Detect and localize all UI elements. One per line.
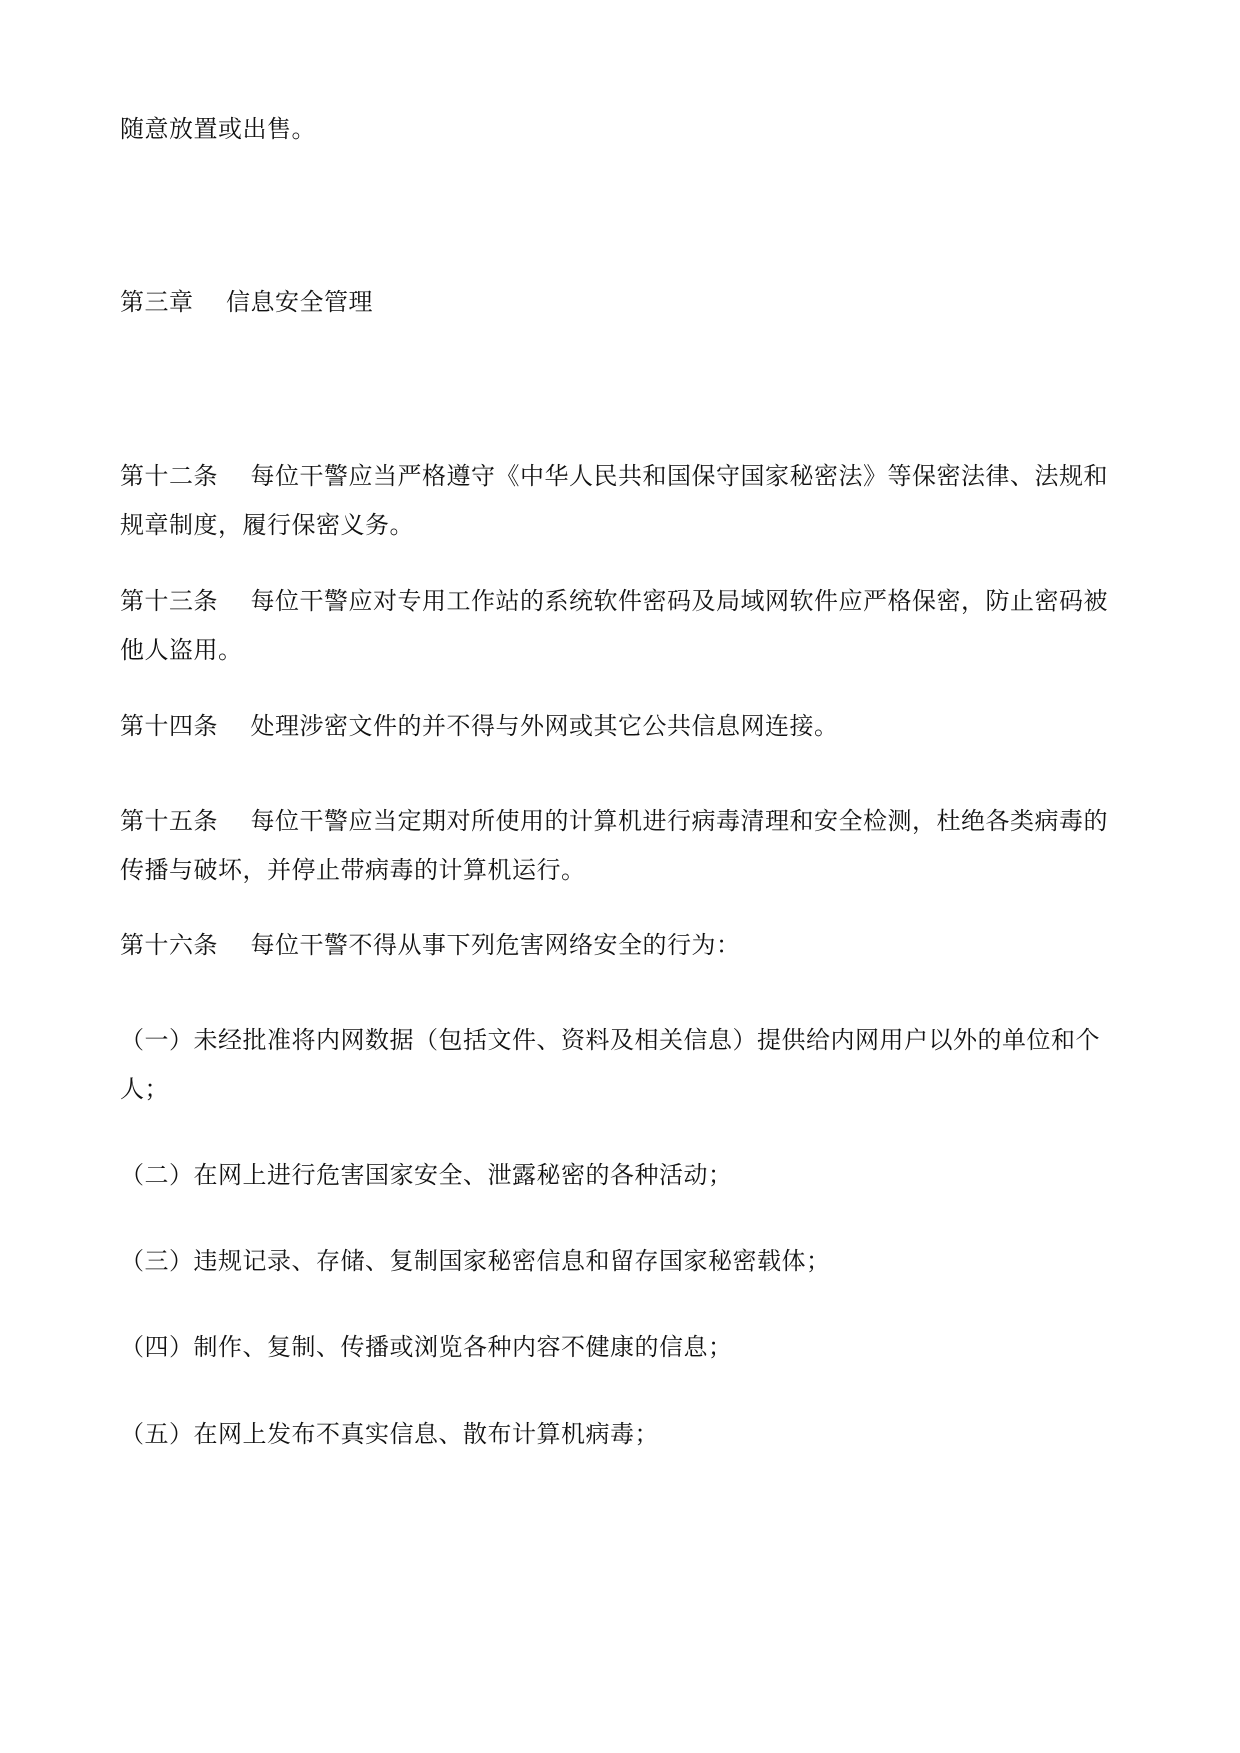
paragraph-line: 第十三条 每位干警应对专用工作站的系统软件密码及局域网软件应严格保密，防止密码被 — [120, 587, 1109, 615]
list-item-line: （二）在网上进行危害国家安全、泄露秘密的各种活动； — [120, 1161, 733, 1189]
paragraph-line: 随意放置或出售。 — [120, 115, 316, 143]
paragraph-line: 第十四条 处理涉密文件的并不得与外网或其它公共信息网连接。 — [120, 712, 839, 740]
paragraph-line: 第十五条 每位干警应当定期对所使用的计算机进行病毒清理和安全检测，杜绝各类病毒的 — [120, 807, 1109, 835]
list-item-line: 人； — [120, 1075, 169, 1103]
list-item-line: （五）在网上发布不真实信息、散布计算机病毒； — [120, 1420, 659, 1448]
list-item-line: （一）未经批准将内网数据（包括文件、资料及相关信息）提供给内网用户以外的单位和个 — [120, 1026, 1100, 1054]
list-item-line: （四）制作、复制、传播或浏览各种内容不健康的信息； — [120, 1333, 733, 1361]
paragraph-line: 他人盗用。 — [120, 636, 243, 664]
paragraph-line: 规章制度，履行保密义务。 — [120, 511, 414, 539]
paragraph-line: 第十六条 每位干警不得从事下列危害网络安全的行为： — [120, 931, 741, 959]
list-item-line: （三）违规记录、存储、复制国家秘密信息和留存国家秘密载体； — [120, 1247, 831, 1275]
paragraph-line: 第十二条 每位干警应当严格遵守《中华人民共和国保守国家秘密法》等保密法律、法规和 — [120, 462, 1109, 490]
chapter-heading: 第三章 信息安全管理 — [120, 288, 374, 316]
paragraph-line: 传播与破坏，并停止带病毒的计算机运行。 — [120, 856, 586, 884]
